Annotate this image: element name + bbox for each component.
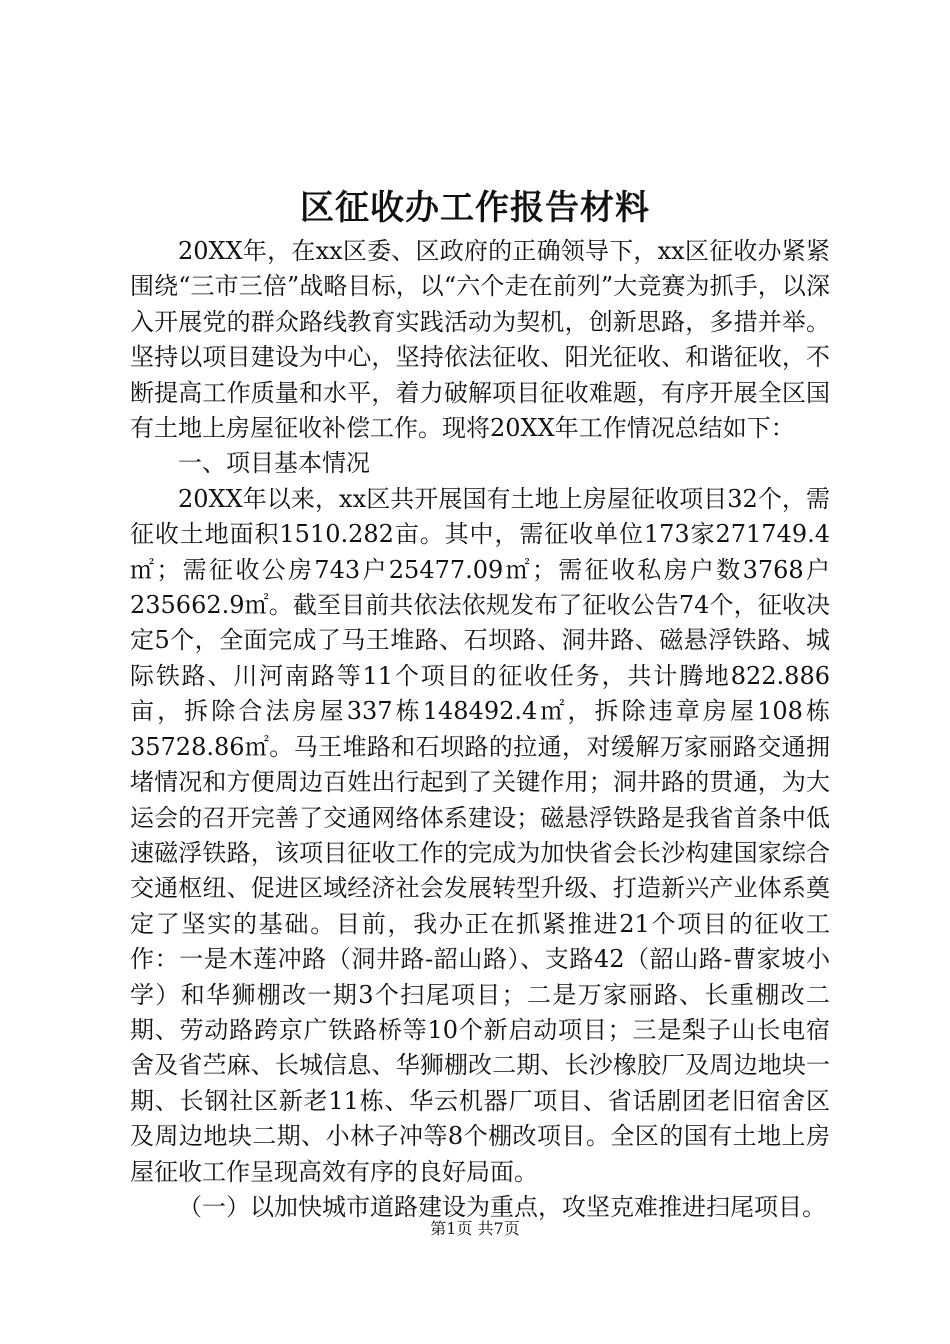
subsection-heading: （一）以加快城市道路建设为重点，攻坚克难推进扫尾项目。 <box>178 1192 826 1221</box>
page-number-footer: 第1页 共7页 <box>430 1219 520 1238</box>
intro-paragraph: 20XX年，在xx区委、区政府的正确领导下，xx区征收办紧紧围绕“三市三倍”战略目标，以“六个走在前列”大竞赛为抓手，以深入开展党的群众路线教育实践活动为契机，创新思路，多措并举。坚持以项目建设为中心，坚持依法征收、阳光征收、和谐征收，不断提高工作质量和水平，着力破解项目征收难题，有序开展全区国有土地上房屋征收补偿工作。现将20XX年工作情况总结如下： <box>130 237 830 443</box>
project-overview-paragraph: 20XX年以来，xx区共开展国有土地上房屋征收项目32个，需征收土地面积1510.282亩。其中，需征收单位173家271749.4㎡；需征收公房743户25477.09㎡；需征收私房户数3768户235662.9㎡。截至目前共依法依规发布了征收公告74个，征收决定5个，全面完成了马王堆路、石坝路、洞井路、磁悬浮铁路、城际铁路、川河南路等11个项目的征收任务，共计腾地822.886亩，拆除合法房屋337栋148492.4㎡，拆除违章房屋108栋35728.86㎡。马王堆路和石坝路的拉通，对缓解万家丽路交通拥堵情况和方便周边百姓出行起到了关键作用；洞井路的贯通，为大运会的召开完善了交通网络体系建设；磁悬浮铁路是我省首条中低速磁浮铁路，该项目征收工作的完成为加快省会长沙构建国家综合交通枢纽、促进区域经济社会发展转型升级、打造新兴产业体系奠定了坚实的基础。目前，我办正在抓紧推进21个项目的征收工作：一是木莲冲路（洞井路-韶山路）、支路42（韶山路-曹家坡小学）和华狮棚改一期3个扫尾项目；二是万家丽路、长重棚改二期、劳动路跨京广铁路桥等10个新启动项目；三是梨子山长电宿舍及省苎麻、长城信息、华狮棚改二期、长沙橡胶厂及周边地块一期、长钢社区新老11栋、华云机器厂项目、省话剧团老旧宿舍区及周边地块二期、小林子冲等8个棚改项目。全区的国有土地上房屋征收工作呈现高效有序的良好局面。 <box>130 484 830 1186</box>
section-heading: 一、项目基本情况 <box>178 449 370 478</box>
document-title: 区征收办工作报告材料 <box>300 188 650 228</box>
document-body <box>130 234 830 1225</box>
